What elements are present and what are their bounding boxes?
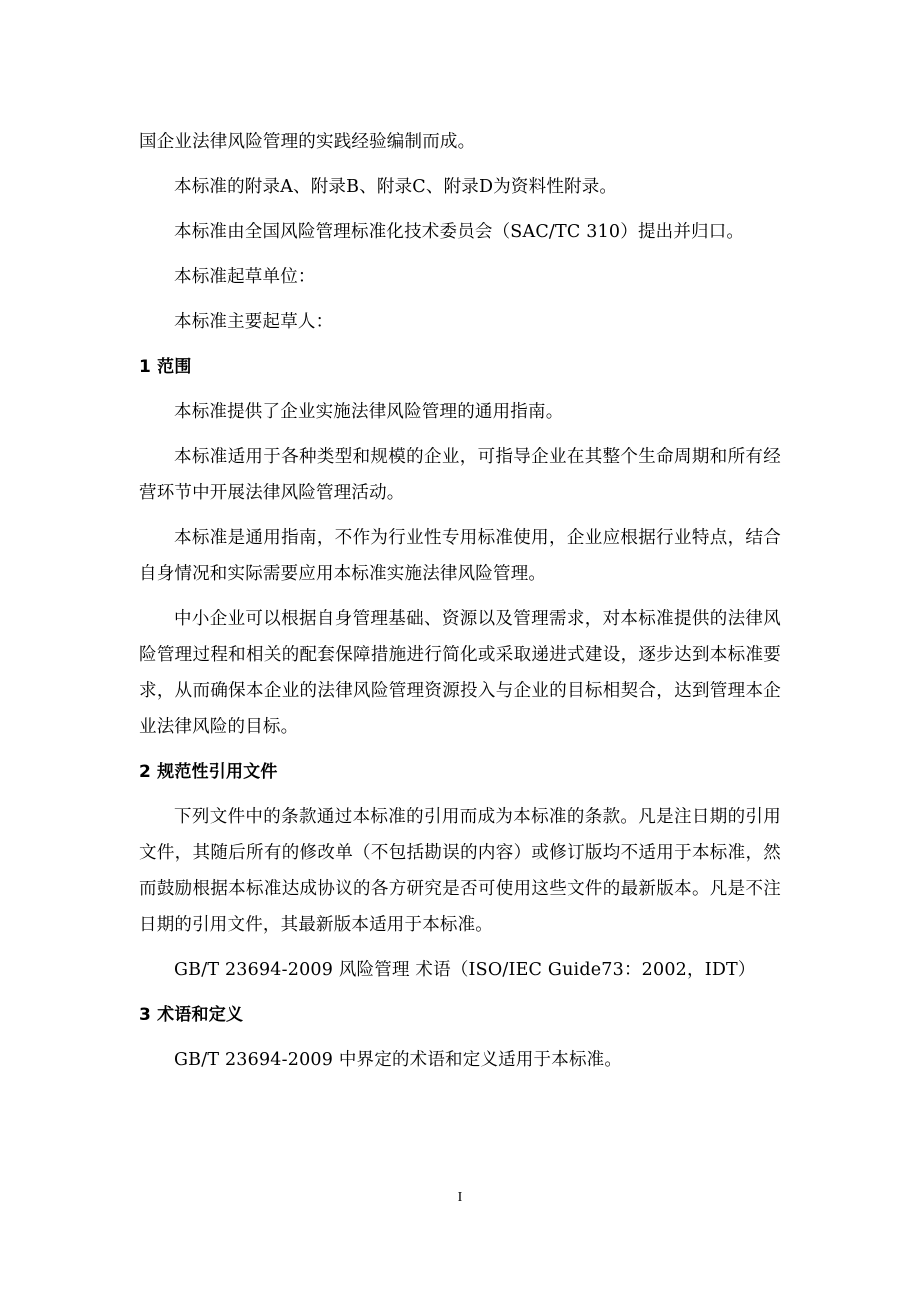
paragraph-appendix-note: 本标准的附录A、附录B、附录C、附录D为资料性附录。 [174,177,618,197]
paragraph-drafting-unit: 本标准起草单位： [174,267,316,287]
paragraph-1: 国企业法律风险管理的实践经验编制而成。 [139,132,476,152]
paragraph-references-1: 下列文件中的条款通过本标准的引用而成为本标准的条款。凡是注日期的引用文件，其随后所有的修改单（不包括勘误的内容）或修订版均不适用于本标准，然而鼓励根据本标准达成协议的各方研究是否可使用这些文件的最新版本。凡是不注日期的引用文件，其最新版本适用于本标准。 [139,807,781,935]
section-heading-terms: 3 术语和定义 [139,1005,244,1025]
paragraph-scope-3: 本标准是通用指南，不作为行业性专用标准使用，企业应根据行业特点，结合自身情况和实际需要应用本标准实施法律风险管理。 [139,528,781,584]
paragraph-drafters: 本标准主要起草人： [174,312,334,332]
paragraph-terms-1: GB/T 23694-2009 中界定的术语和定义适用于本标准。 [174,1050,623,1070]
paragraph-scope-1: 本标准提供了企业实施法律风险管理的通用指南。 [174,402,564,422]
paragraph-scope-4: 中小企业可以根据自身管理基础、资源以及管理需求，对本标准提供的法律风险管理过程和相关的配套保障措施进行简化或采取递进式建设，逐步达到本标准要求，从而确保本企业的法律风险管理资源投入与企业的目标相契合，达到管理本企业法律风险的目标。 [139,609,781,737]
paragraph-reference-gbt: GB/T 23694-2009 风险管理 术语（ISO/IEC Guide73：2002，IDT） [174,960,756,980]
page-number: I [457,1190,463,1205]
paragraph-scope-2: 本标准适用于各种类型和规模的企业，可指导企业在其整个生命周期和所有经营环节中开展法律风险管理活动。 [139,447,781,503]
section-heading-normative-references: 2 规范性引用文件 [139,762,278,782]
document-body [139,124,781,1078]
section-heading-scope: 1 范围 [139,357,192,377]
paragraph-proposer: 本标准由全国风险管理标准化技术委员会（SAC/TC 310）提出并归口。 [174,222,745,242]
